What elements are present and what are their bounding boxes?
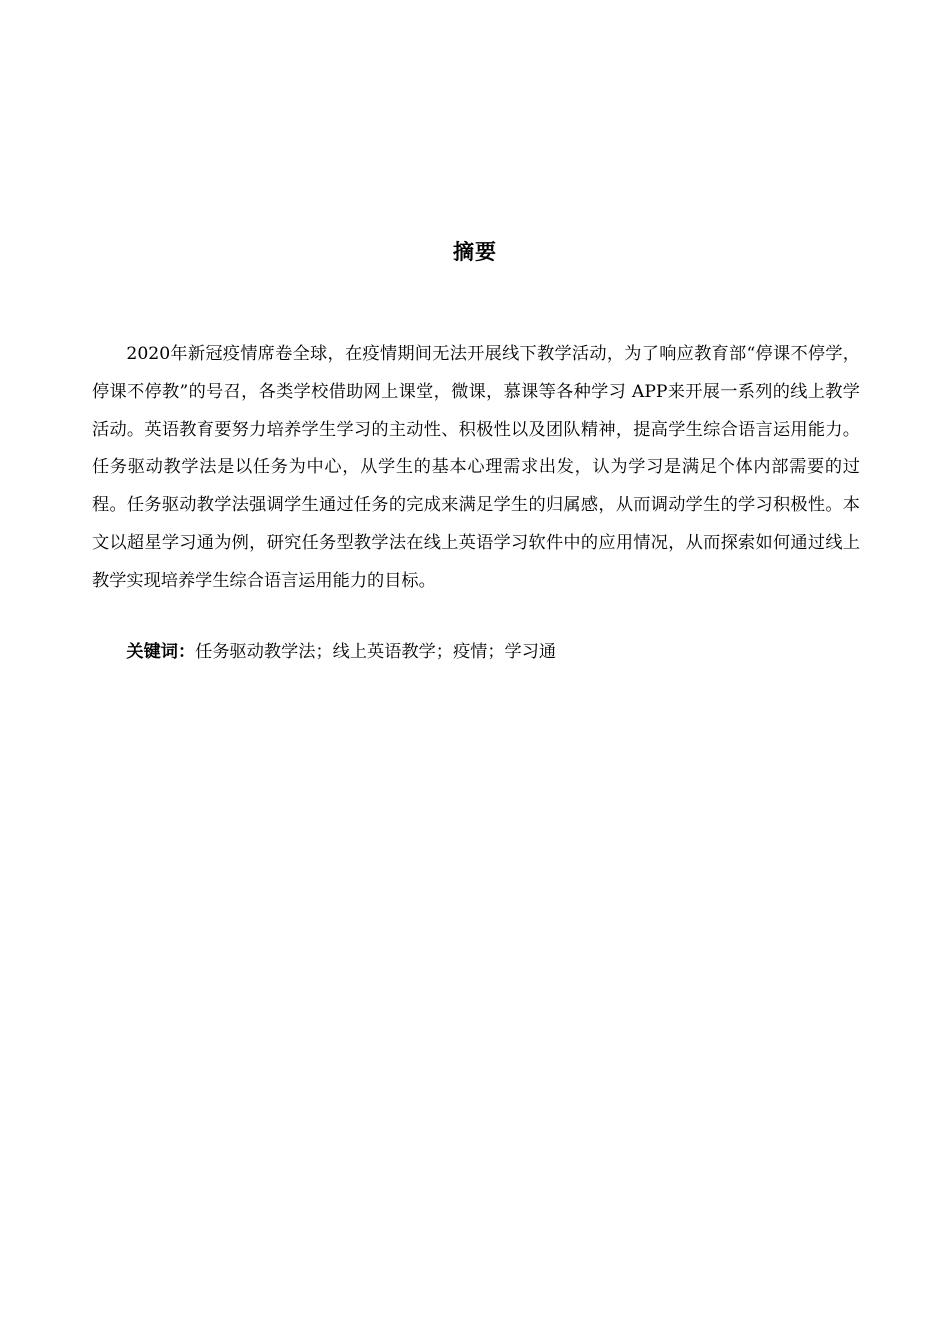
abstract-paragraph: 2020年新冠疫情席卷全球，在疫情期间无法开展线下教学活动，为了响应教育部“停课不停学，停课不停教”的号召，各类学校借助网上课堂，微课，慕课等各种学习 APP来开展一系列的线上教学活动。英语教育要努力培养学生学习的主动性、积极性以及团队精神，提高学生综合语言运用能力。任务驱动教学法是以任务为中心，从学生的基本心理需求出发，认为学习是满足个体内部需要的过程。任务驱动教学法强调学生通过任务的完成来满足学生的归属感，从而调动学生的学习积极性。本文以超星学习通为例，研究任务型教学法在线上英语学习软件中的应用情况，从而探索如何通过线上教学实现培养学生综合语言运用能力的目标。 (92, 344, 860, 591)
abstract-title: 摘要 (453, 240, 497, 264)
keywords-label: 关键词： (126, 642, 196, 662)
keywords-value: 任务驱动教学法；线上英语教学；疫情；学习通 (195, 642, 557, 662)
keywords-line (92, 634, 860, 672)
